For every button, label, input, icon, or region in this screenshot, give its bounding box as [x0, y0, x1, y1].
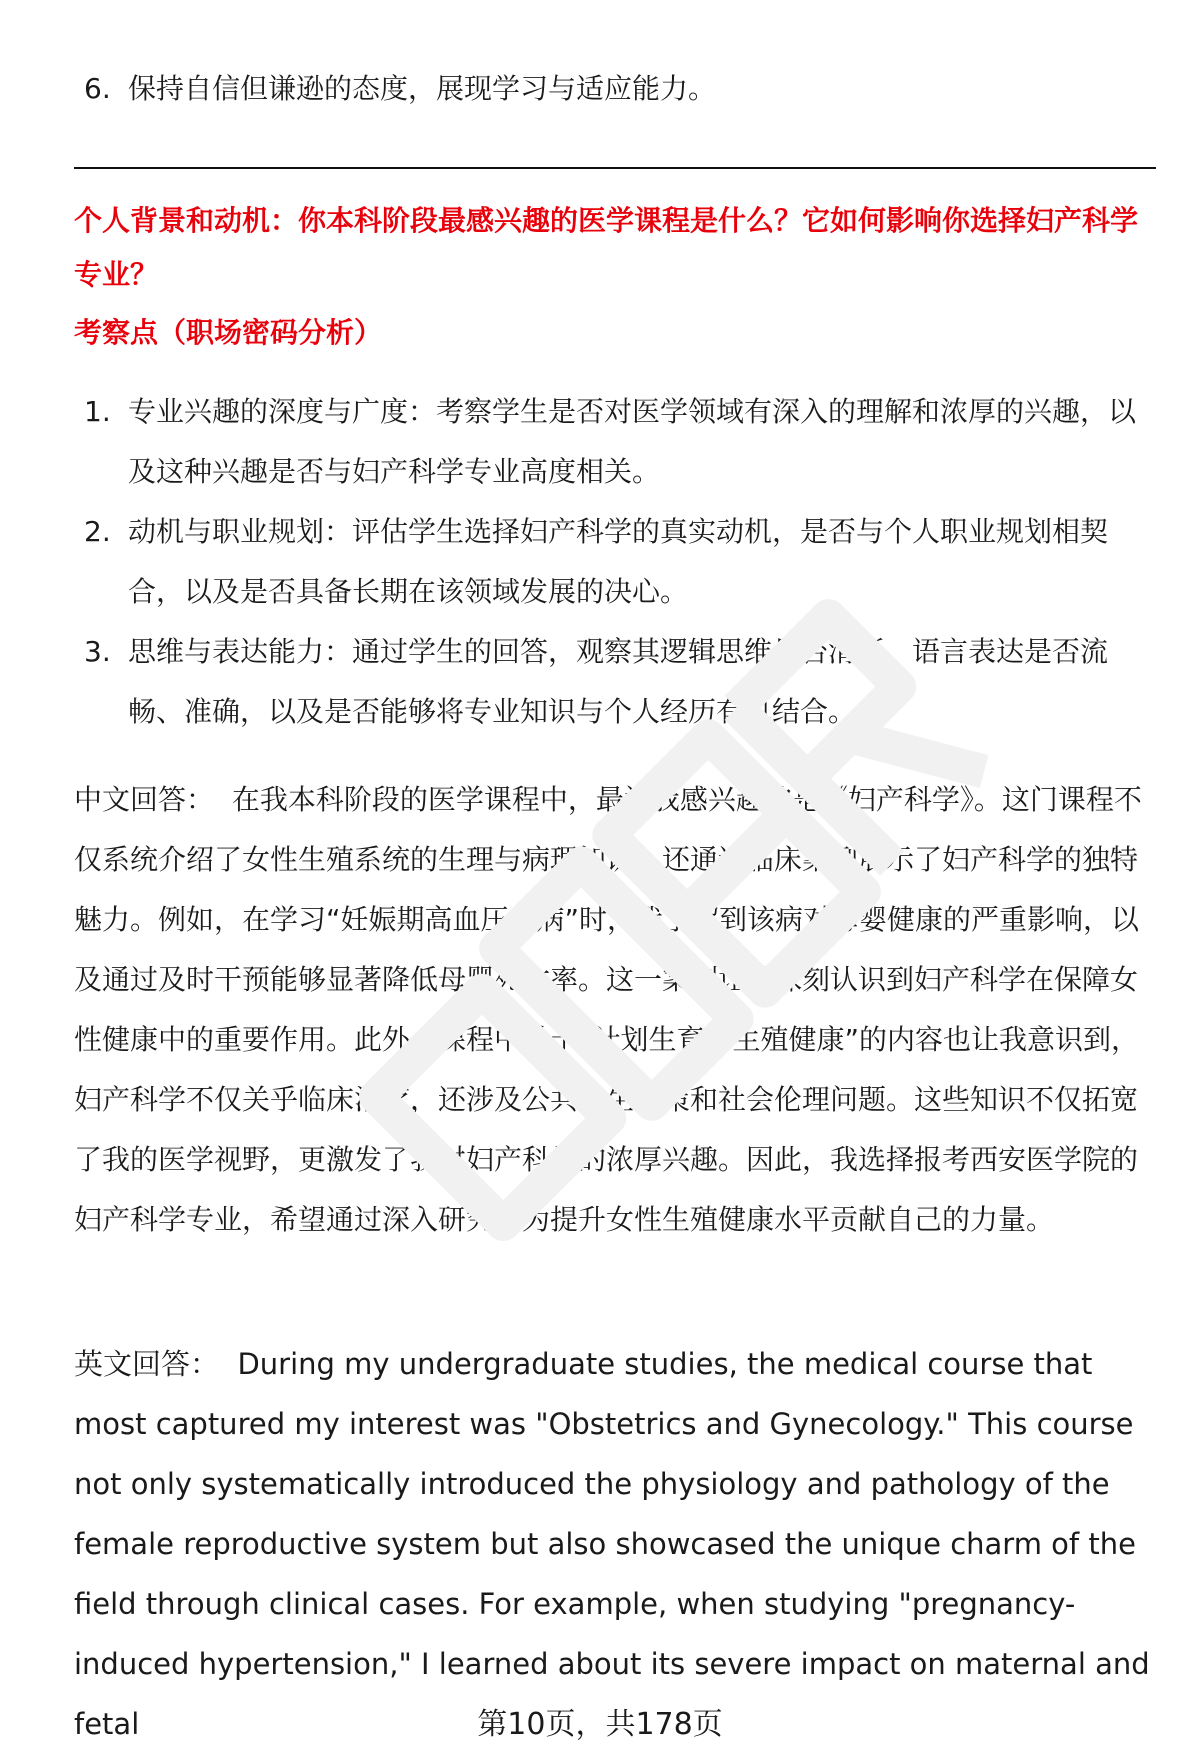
chinese-answer-paragraph [74, 770, 1156, 1250]
list-item-number: 3. [84, 635, 111, 668]
section-divider [74, 167, 1156, 169]
list-item [74, 59, 1156, 119]
chinese-answer-label: 中文回答： [74, 783, 215, 816]
english-answer-paragraph [74, 1334, 1156, 1754]
section-heading: 考察点（职场密码分析） [74, 316, 383, 349]
list-item-text: 专业兴趣的深度与广度：考察学生是否对医学领域有深入的理解和浓厚的兴趣，以及这种兴趣是否与妇产科学专业高度相关。 [128, 395, 1137, 488]
chinese-answer-text: 在我本科阶段的医学课程中，最让我感兴趣的是《妇产科学》。这门课程不仅系统介绍了女性生殖系统的生理与病理知识，还通过临床案例展示了妇产科学的独特魅力。例如，在学习“妊娠期高血压疾病”时，我了解到该病对母婴健康的严重影响，以及通过及时干预能够显著降低母婴死亡率。这一案例让我深刻认识到妇产科学在保障女性健康中的重要作用。此外，课程中关于“计划生育与生殖健康”的内容也让我意识到，妇产科学不仅关乎临床治疗，还涉及公共卫生政策和社会伦理问题。这些知识不仅拓宽了我的医学视野，更激发了我对妇产科学的浓厚兴趣。因此，我选择报考西安医学院的妇产科学专业，希望通过深入研究，为提升女性生殖健康水平贡献自己的力量。 [74, 783, 1142, 1236]
list-item-number: 2. [84, 515, 111, 548]
page-footer: 第10页，共178页 [477, 1707, 723, 1742]
list-item-text: 思维与表达能力：通过学生的回答，观察其逻辑思维是否清晰，语言表达是否流畅、准确，以及是否能够将专业知识与个人经历有机结合。 [128, 635, 1109, 728]
list-item [74, 622, 1156, 742]
list-item-text: 动机与职业规划：评估学生选择妇产科学的真实动机，是否与个人职业规划相契合，以及是否具备长期在该领域发展的决心。 [128, 515, 1109, 608]
english-answer-text: During my undergraduate studies, the medical course that most captured my interest was "Obstetrics and Gynecology." This course not only systematically introduced the physiology and pathology of the female reproductive system but also showcased the unique charm of the field through clinical cases. For example, when studying "pregnancy-induced hypertension," I learned about its severe impact on maternal and fetal [74, 1347, 1150, 1741]
english-answer-label: 英文回答： [74, 1347, 220, 1381]
previous-list-tail [74, 59, 1156, 119]
interview-question: 个人背景和动机：你本科阶段最感兴趣的医学课程是什么？它如何影响你选择妇产科学专业？ [74, 204, 1139, 291]
list-item-number: 6. [84, 72, 111, 105]
assessment-points-list [74, 382, 1156, 742]
document-page [74, 0, 1156, 1755]
list-item-number: 1. [84, 395, 111, 428]
list-item [74, 382, 1156, 502]
list-item-text: 保持自信但谦逊的态度，展现学习与适应能力。 [128, 72, 717, 105]
list-item [74, 502, 1156, 622]
